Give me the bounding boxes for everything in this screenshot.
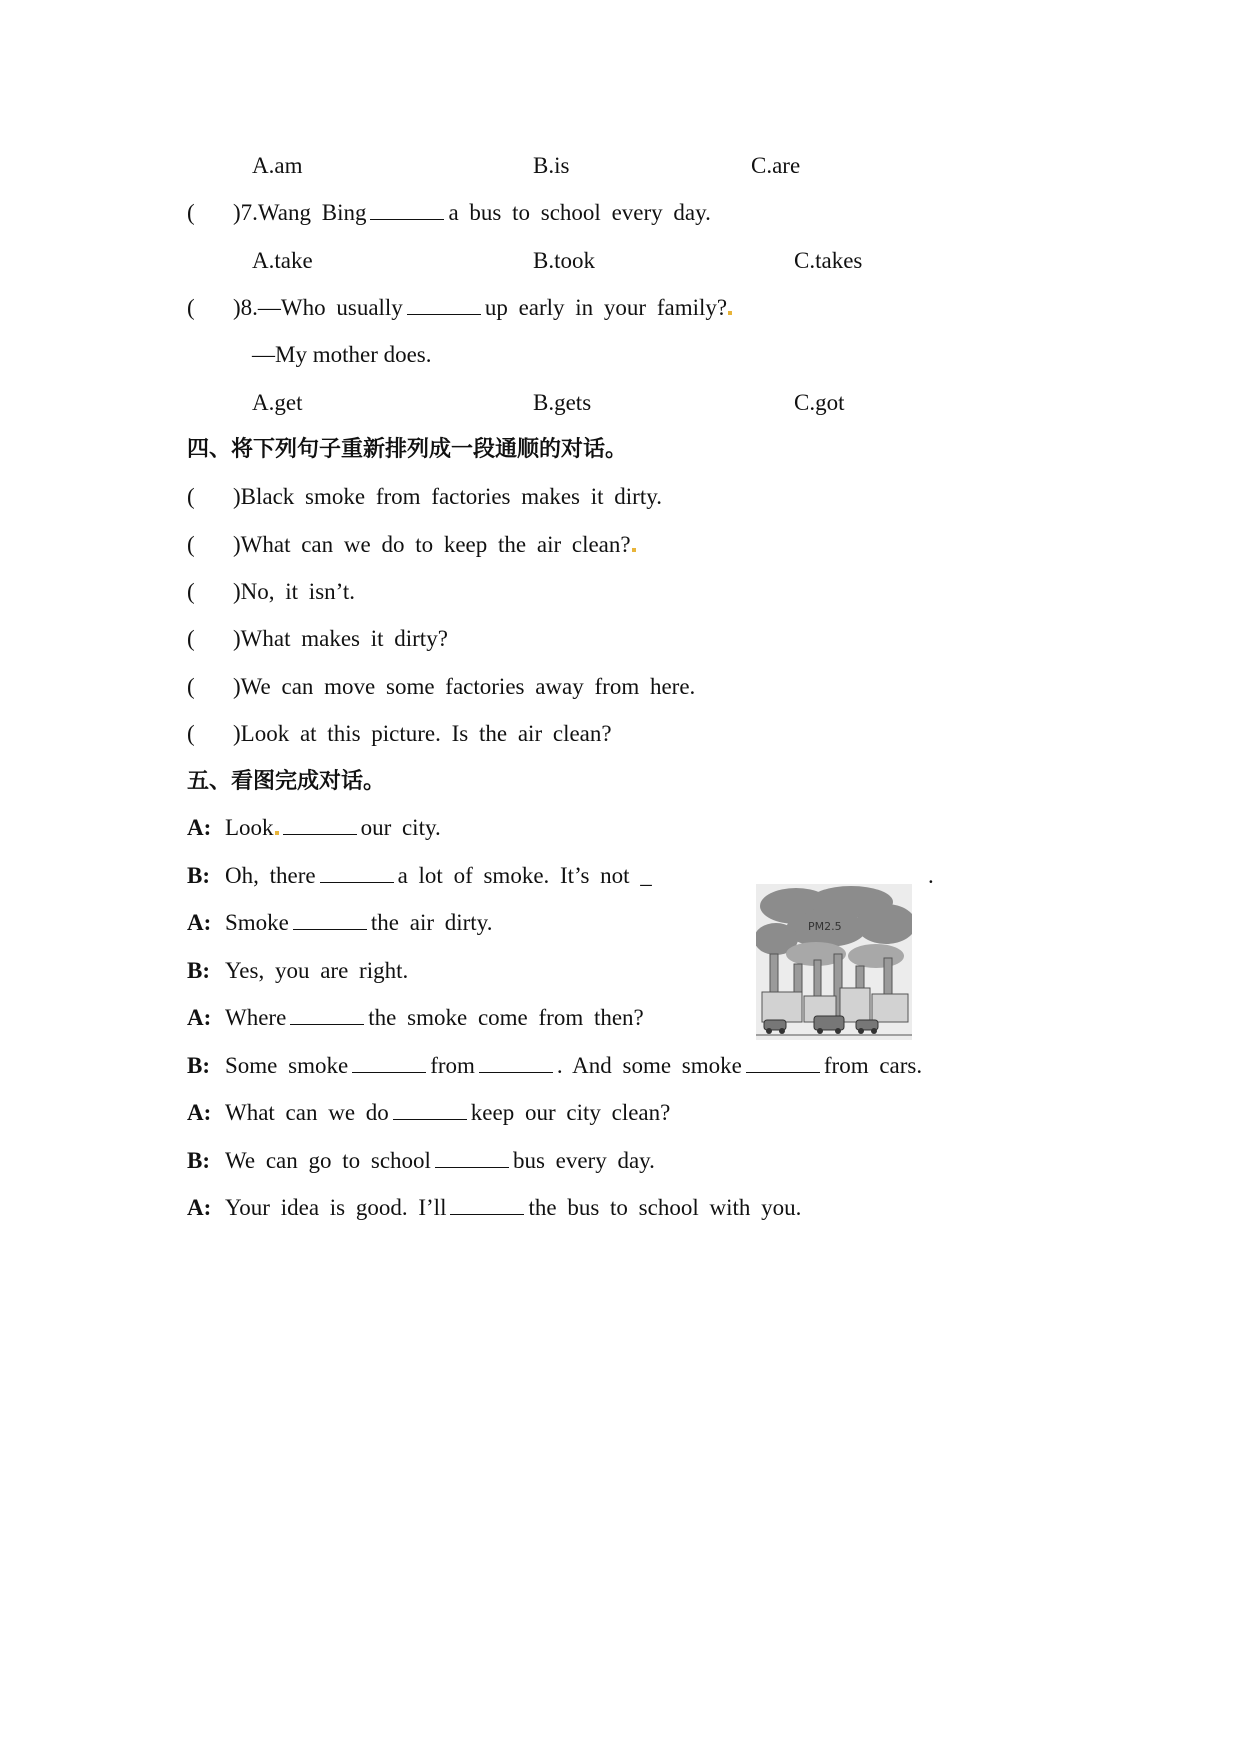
q7-option-b: B.took	[533, 248, 595, 273]
reorder-item: ( )No, it isn’t.	[187, 579, 356, 604]
q7-option-a: A.take	[252, 248, 313, 273]
dialogue-line: B: We can go to school bus every day.	[187, 1148, 655, 1173]
section-5-title: 五、看图完成对话。	[187, 769, 386, 794]
reorder-item: ( )What makes it dirty?	[187, 626, 448, 651]
answer-blank[interactable]	[407, 296, 481, 315]
dialogue-line: A: Where the smoke come from then?	[187, 1005, 644, 1030]
q6-option-b: B.is	[533, 153, 570, 178]
pm25-label: PM2.5	[808, 920, 842, 933]
dialogue-line: A: Look our city.	[187, 815, 441, 840]
dialogue-line: A: Your idea is good. I’ll the bus to school with you.	[187, 1195, 802, 1220]
reorder-item: ( )We can move some factories away from here.	[187, 674, 696, 699]
answer-blank[interactable]	[370, 201, 444, 220]
q8-option-a: A.get	[252, 390, 303, 415]
question-7: ( )7.Wang Bing a bus to school every day.	[187, 200, 711, 225]
q6-option-c: C.are	[751, 153, 801, 178]
reorder-item: ( )Black smoke from factories makes it dirty.	[187, 484, 662, 509]
dialogue-end-period: .	[928, 863, 934, 888]
q7-option-c: C.takes	[794, 248, 863, 273]
q6-option-a: A.am	[252, 153, 303, 178]
q8-answer: —My mother does.	[252, 342, 432, 367]
reorder-item: ( )What can we do to keep the air clean?	[187, 530, 636, 560]
dialogue-line: B: Yes, you are right.	[187, 958, 409, 983]
q8-option-b: B.gets	[533, 390, 592, 415]
dialogue-line: B: Some smoke from . And some smoke from cars.	[187, 1053, 923, 1078]
polluted-city-illustration	[756, 884, 912, 1040]
question-8: ( )8.—Who usually up early in your family?	[187, 293, 732, 323]
dialogue-line: A: What can we do keep our city clean?	[187, 1100, 671, 1125]
q8-option-c: C.got	[794, 390, 845, 415]
section-4-title: 四、将下列句子重新排列成一段通顺的对话。	[187, 437, 628, 462]
dialogue-line: B: Oh, there a lot of smoke. It’s not _	[187, 863, 652, 888]
reorder-item: ( )Look at this picture. Is the air clean?	[187, 721, 612, 746]
dialogue-line: A: Smoke the air dirty.	[187, 910, 493, 935]
